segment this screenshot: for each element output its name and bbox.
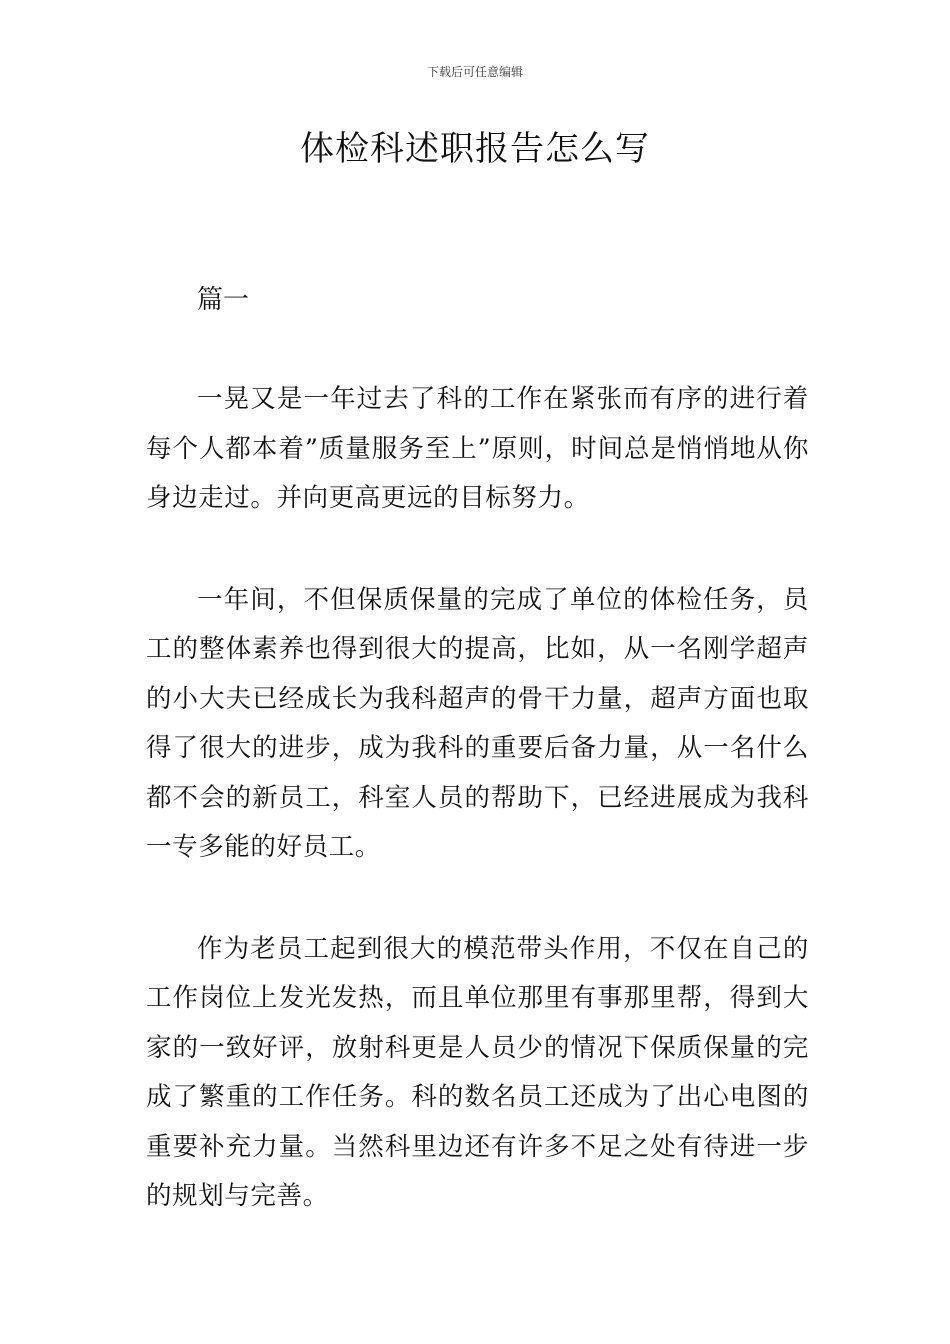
section-label: 篇一 xyxy=(197,285,250,315)
document-body xyxy=(146,375,809,1274)
paragraph-3: 作为老员工起到很大的模范带头作用，不仅在自己的工作岗位上发光发热，而且单位那里有事那里帮，得到大家的一致好评，放射科更是人员少的情况下保质保量的完成了繁重的工作任务。科的数名员工还成为了出心电图的重要补充力量。当然科里边还有许多不足之处有待进一步的规划与完善。 xyxy=(146,933,809,1211)
paragraph-2: 一年间，不但保质保量的完成了单位的体检任务，员工的整体素养也得到很大的提高，比如，从一名刚学超声的小大夫已经成长为我科超声的骨干力量，超声方面也取得了很大的进步，成为我科的重要后备力量，从一名什么都不会的新员工，科室人员的帮助下，已经进展成为我科一专多能的好员工。 xyxy=(146,584,809,862)
document-title: 体检科述职报告怎么写 xyxy=(300,129,650,169)
page-header-note: 下载后可任意编辑 xyxy=(426,65,523,79)
paragraph-1: 一晃又是一年过去了科的工作在紧张而有序的进行着每个人都本着”质量服务至上”原则，时间总是悄悄地从你身边走过。并向更高更远的目标努力。 xyxy=(146,384,809,513)
